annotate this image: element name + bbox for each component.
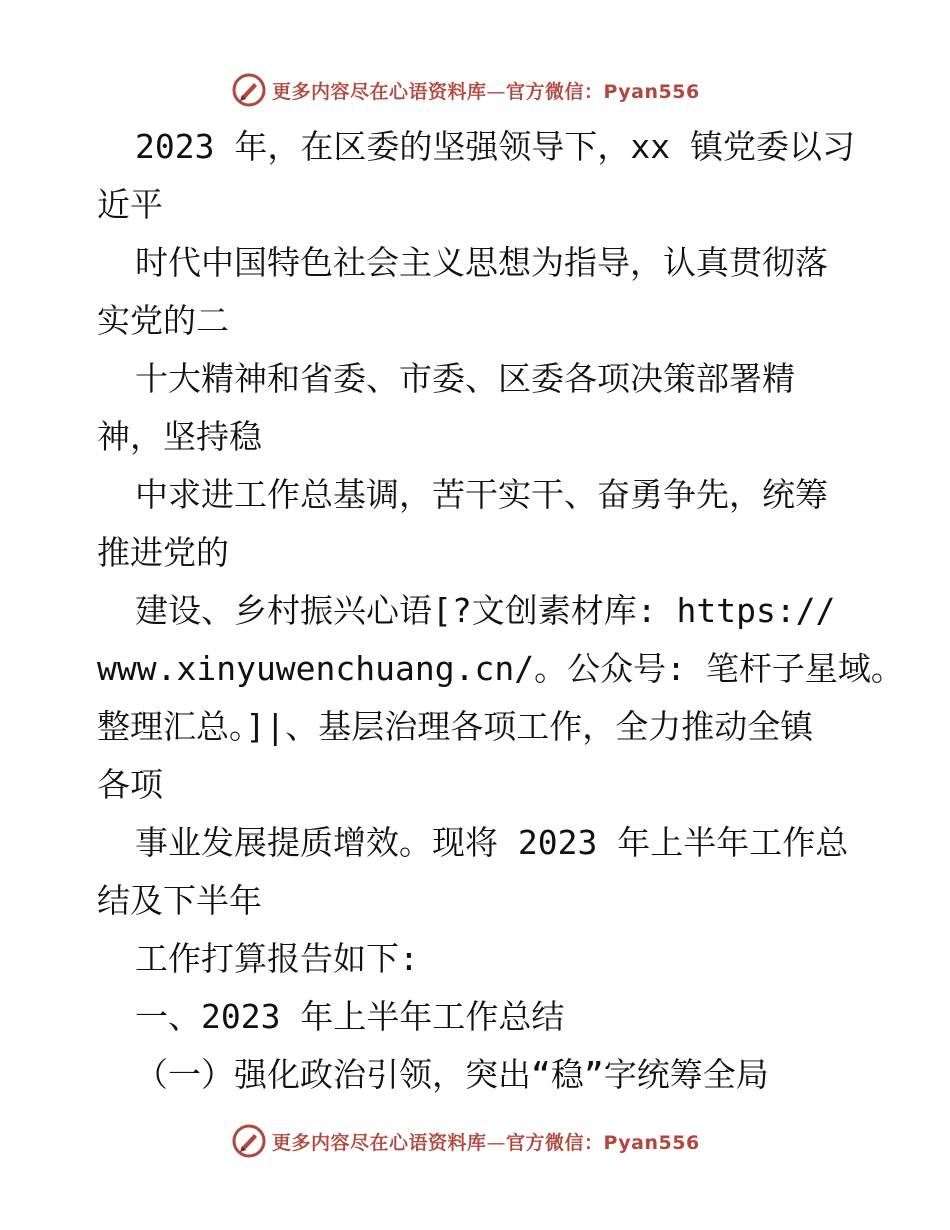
text-line-url: www.xinyuwenchuang.cn/。公众号: 笔杆子星域。 — [97, 649, 904, 688]
text-line: 整理汇总。]|、基层治理各项工作，全力推动全镇 — [97, 707, 814, 746]
text-line: 事业发展提质增效。现将 2023 年上半年工作总 — [135, 823, 849, 862]
text-line: 各项 — [97, 765, 163, 804]
watermark-text: 更多内容尽在心语资料库—官方微信：Pyan556 — [272, 1131, 700, 1154]
text-line: 时代中国特色社会主义思想为指导，认真贯彻落 — [135, 243, 828, 282]
text-line: 十大精神和省委、市委、区委各项决策部署精 — [135, 359, 795, 398]
pen-logo-icon — [232, 73, 266, 107]
text-line: 结及下半年 — [97, 881, 262, 920]
footer-watermark — [232, 1121, 752, 1161]
header-watermark — [232, 70, 752, 110]
text-line: 神，坚持稳 — [97, 417, 262, 456]
text-line: 推进党的 — [97, 533, 229, 572]
text-line: 工作打算报告如下: — [135, 939, 419, 978]
subsection-heading: （一）强化政治引领，突出“稳”字统筹全局 — [135, 1055, 769, 1094]
text-line: 2023 年，在区委的坚强领导下，xx 镇党委以习 — [135, 127, 855, 166]
pen-logo-icon — [232, 1124, 266, 1158]
document-body — [97, 118, 904, 1104]
text-line: 实党的二 — [97, 301, 229, 340]
text-line: 建设、乡村振兴心语[?文创素材库: https:// — [135, 591, 836, 630]
watermark-text: 更多内容尽在心语资料库—官方微信：Pyan556 — [272, 80, 700, 103]
text-line: 中求进工作总基调，苦干实干、奋勇争先，统筹 — [135, 475, 828, 514]
section-heading: 一、2023 年上半年工作总结 — [135, 997, 565, 1036]
text-line: 近平 — [97, 185, 163, 224]
